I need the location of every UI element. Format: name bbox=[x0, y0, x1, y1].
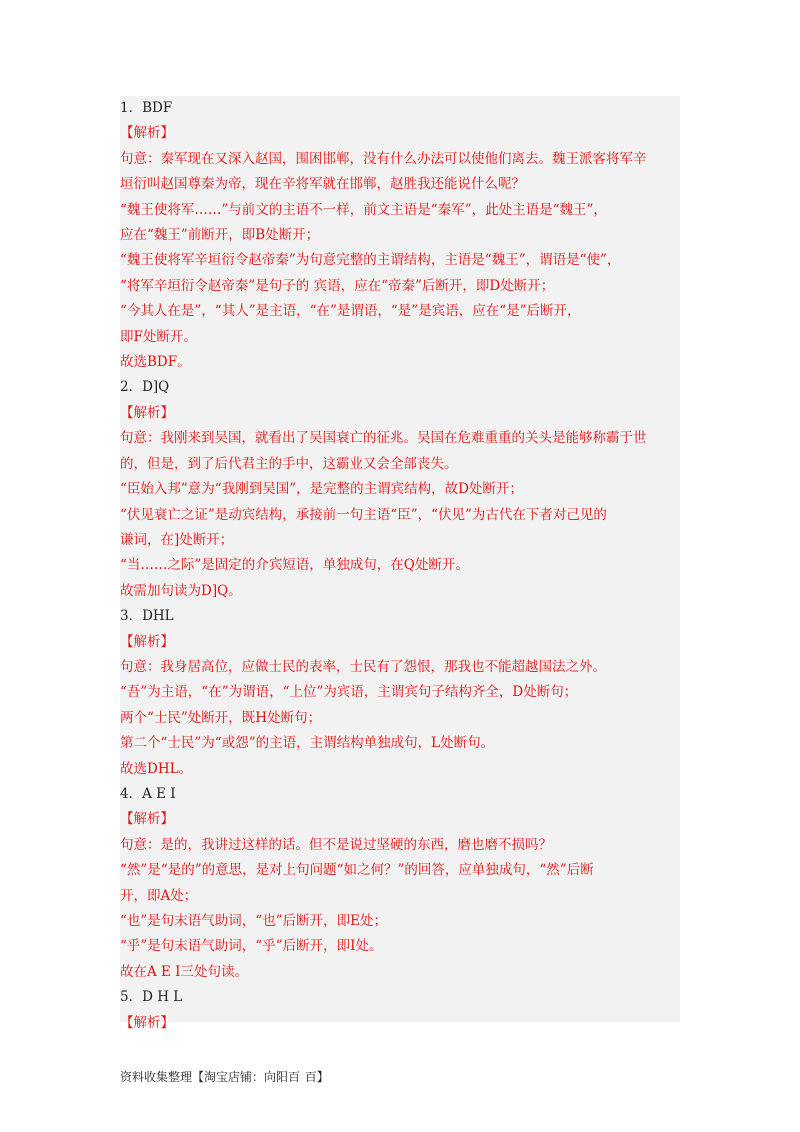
analysis-line: 句意：我身居高位，应做士民的表率，士民有了怨恨，那我也不能超越国法之外。 bbox=[120, 658, 606, 675]
analysis-line: “也”是句末语气助词，“也”后断开，即E处； bbox=[120, 913, 387, 929]
answer-number: 2．D]Q bbox=[120, 379, 170, 396]
analysis-line: 故选BDF。 bbox=[120, 354, 191, 371]
analysis-tag: 【解析】 bbox=[120, 125, 174, 142]
answer-number: 4．A E I bbox=[120, 785, 176, 802]
analysis-line: 故在A E I三处句读。 bbox=[120, 963, 249, 980]
analysis-line: “臣始入邦”意为“我刚到吴国”，是完整的主谓宾结构，故D处断开； bbox=[120, 481, 523, 498]
analysis-line: 句意：是的，我讲过这样的话。但不是说过坚硬的东西，磨也磨不损吗？ bbox=[120, 836, 552, 853]
analysis-line: 句意：我刚来到吴国，就看出了吴国衰亡的征兆。吴国在危难重重的关头是能够称霸于世 bbox=[120, 430, 647, 447]
analysis-line: 开，即A处； bbox=[120, 887, 198, 904]
answer-content bbox=[120, 96, 676, 1036]
analysis-line: 即F处断开。 bbox=[120, 328, 197, 345]
analysis-tag: 【解析】 bbox=[120, 404, 174, 421]
analysis-tag: 【解析】 bbox=[120, 811, 174, 828]
analysis-tag: 【解析】 bbox=[120, 633, 174, 650]
analysis-line: 故选DHL。 bbox=[120, 760, 193, 777]
analysis-line: 谦词，在]处断开； bbox=[120, 531, 234, 548]
analysis-line: “伏见衰亡之证”是动宾结构，承接前一句主语“臣”，“伏见”为古代在下者对己见的 bbox=[120, 506, 607, 523]
analysis-line: 应在“魏王”前断开，即B处断开； bbox=[120, 227, 320, 244]
analysis-line: “今其人在是”，“其人”是主语，“在”是谓语，“是”是宾语，应在“是”后断开， bbox=[120, 303, 581, 320]
analysis-line: 的，但是，到了后代君主的手中，这霸业又会全部丧失。 bbox=[120, 455, 458, 472]
answer-block-3 bbox=[120, 604, 676, 782]
answer-number: 3．DHL bbox=[120, 608, 174, 625]
analysis-line: “魏王使将军……”与前文的主语不一样，前文主语是“秦军”，此处主语是“魏王”， bbox=[120, 201, 607, 218]
answer-number: 1．BDF bbox=[120, 100, 173, 116]
answer-block-5 bbox=[120, 985, 676, 1036]
answer-block-4 bbox=[120, 782, 676, 985]
analysis-line: “当……之际”是固定的介宾短语，单独成句，在Q处断开。 bbox=[120, 557, 469, 574]
page-footer: 资料收集整理【淘宝店铺：向阳百 百】 bbox=[120, 1070, 329, 1084]
analysis-line: 两个“士民”处断开，既H处断句； bbox=[120, 709, 322, 726]
analysis-line: 第二个“士民”为“或怨”的主语，主谓结构单独成句，L处断句。 bbox=[120, 735, 495, 752]
answer-block-2 bbox=[120, 375, 676, 604]
answer-number: 5．D H L bbox=[120, 989, 183, 1006]
analysis-line: 句意：秦军现在又深入赵国，围困邯郸，没有什么办法可以使他们离去。魏王派客将军辛 bbox=[120, 150, 647, 167]
analysis-line: “魏王使将军辛垣衍令赵帝秦”为句意完整的主谓结构，主语是“魏王”，谓语是“使”， bbox=[120, 252, 621, 269]
analysis-line: 垣衍叫赵国尊秦为帝，现在辛将军就在邯郸，赵胜我还能说什么呢？ bbox=[120, 176, 525, 193]
analysis-line: “然”是“是的”的意思，是对上句问题“如之何？”的回答，应单独成句，“然”后断 bbox=[120, 862, 594, 879]
analysis-line: “吾”为主语，“在”为谓语，“上位”为宾语，主谓宾句子结构齐全，D处断句； bbox=[120, 684, 578, 701]
answer-block-1 bbox=[120, 96, 676, 375]
analysis-line: “将军辛垣衍令赵帝秦”是句子的 宾语，应在“帝秦”后断开，即D处断开； bbox=[120, 277, 555, 294]
analysis-line: 故需加句读为D]Q。 bbox=[120, 582, 242, 599]
analysis-line: “乎”是句末语气助词，“乎”后断开，即I处。 bbox=[120, 938, 383, 955]
analysis-tag: 【解析】 bbox=[120, 1014, 174, 1031]
